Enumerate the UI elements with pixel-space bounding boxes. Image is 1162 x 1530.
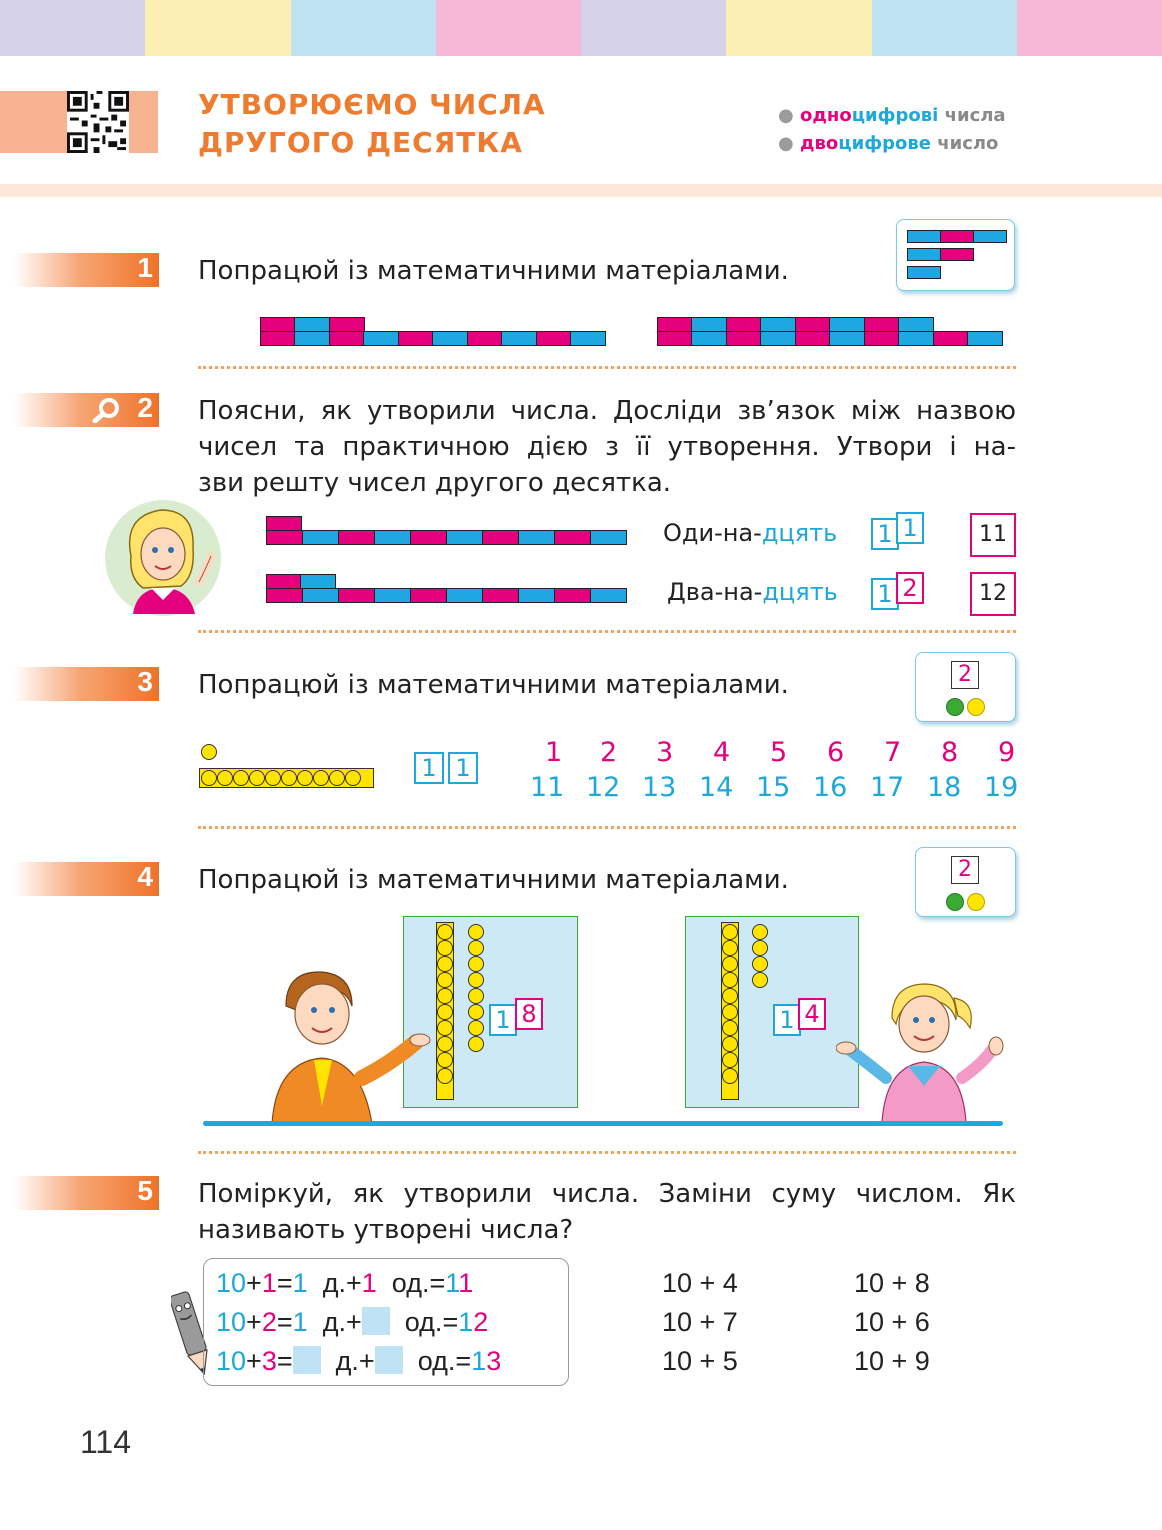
answer-box-12: 12 bbox=[970, 572, 1016, 616]
divider-3 bbox=[198, 826, 1016, 829]
qr-code[interactable] bbox=[67, 91, 129, 153]
divider-4 bbox=[198, 1151, 1016, 1154]
digit-card-tens: 1 bbox=[871, 578, 899, 610]
digit-cards-11: 1 1 bbox=[414, 752, 478, 784]
card-rod-row-1 bbox=[907, 230, 1007, 243]
bead-ten-stick bbox=[199, 768, 374, 788]
equation-2: 10+2=1 д.+ од.=12 bbox=[216, 1307, 489, 1337]
yellow-dot bbox=[967, 698, 983, 714]
rod-ten-left bbox=[261, 331, 606, 346]
word-eleven: Оди-на-дцять bbox=[663, 519, 838, 547]
divider-1 bbox=[198, 366, 1016, 369]
rod-ten-right bbox=[658, 331, 1003, 346]
card-rod-row-2 bbox=[907, 248, 974, 261]
rod-set-right bbox=[658, 317, 1003, 346]
green-dot bbox=[946, 698, 962, 714]
keyword-2: ● двоцифрове число bbox=[778, 133, 999, 154]
keywords bbox=[778, 102, 1006, 158]
digit-card-ones: 2 bbox=[896, 572, 924, 604]
loose-beads-4 bbox=[752, 924, 768, 988]
task-1-text: Попрацюй із математичними матеріалами. bbox=[198, 256, 789, 286]
girl-illustration bbox=[103, 496, 228, 618]
task-2-text: Поясни, як утворили числа. Досліди зв’язок між назвою чисел та практичною дією з її утворення. Утвори і на- зви решту чисел другого десятка. bbox=[198, 396, 1016, 498]
task-3-number-bar: 3 bbox=[14, 667, 159, 701]
word-twelve: Два-на-дцять bbox=[667, 578, 838, 606]
answer-blank[interactable] bbox=[293, 1346, 321, 1374]
page-title bbox=[198, 86, 546, 162]
rod-set-12 bbox=[267, 574, 627, 603]
task-5-number-bar: 5 bbox=[14, 1176, 159, 1210]
task-3-text: Попрацюй із математичними матеріалами. bbox=[198, 670, 789, 700]
task-4-number-bar: 4 bbox=[14, 862, 159, 896]
board-eighteen: 1 8 bbox=[403, 916, 578, 1108]
girl-illustration bbox=[836, 978, 1008, 1124]
answer-box-11: 11 bbox=[970, 513, 1016, 557]
floor-line bbox=[203, 1121, 1003, 1126]
header-divider bbox=[0, 184, 1162, 197]
loose-beads-8 bbox=[468, 924, 484, 1052]
equation-1: 10+1=1 д.+1 од.=11 bbox=[216, 1268, 474, 1298]
rod-ten bbox=[267, 530, 627, 545]
task-5-text: Поміркуй, як утворили числа. Заміни суму числом. Як називають утворені числа? bbox=[198, 1179, 1016, 1245]
divider-2 bbox=[198, 630, 1016, 633]
pair-work-card: 2 bbox=[915, 847, 1016, 917]
rod-ten bbox=[267, 588, 627, 603]
single-bead bbox=[201, 744, 217, 760]
task-4-text: Попрацюй із математичними матеріалами. bbox=[198, 865, 789, 895]
rod-set-11 bbox=[267, 516, 627, 545]
green-dot bbox=[946, 893, 964, 911]
title-line-1: УТВОРЮЄМО ЧИСЛА bbox=[198, 88, 546, 121]
top-color-strip bbox=[0, 0, 1162, 56]
digit-card-ones: 1 bbox=[896, 512, 924, 544]
sum-column-1: 10 + 4 10 + 7 10 + 5 bbox=[662, 1268, 738, 1376]
answer-blank[interactable] bbox=[375, 1346, 403, 1374]
keyword-1: ● одноцифрові числа bbox=[778, 105, 1006, 126]
bead-ten-vertical bbox=[436, 922, 454, 1100]
sum-column-2: 10 + 8 10 + 6 10 + 9 bbox=[854, 1268, 930, 1376]
magnifier-icon bbox=[92, 397, 122, 427]
task-2-number-bar: 2 bbox=[14, 393, 159, 427]
rod-set-left bbox=[261, 317, 606, 346]
yellow-dot bbox=[967, 893, 985, 911]
board-fourteen: 1 4 bbox=[685, 916, 859, 1108]
answer-blank[interactable] bbox=[362, 1307, 390, 1335]
pair-work-card: 2 bbox=[915, 652, 1016, 722]
task-1-number-bar: 1 bbox=[14, 253, 159, 287]
digit-card-tens: 1 bbox=[871, 518, 899, 550]
page-number: 114 bbox=[80, 1424, 132, 1460]
bead-ten-vertical bbox=[721, 922, 739, 1100]
boy-illustration bbox=[266, 966, 432, 1126]
card-rod-row-3 bbox=[907, 266, 941, 279]
equation-3: 10+3= д.+ од.=13 bbox=[216, 1346, 502, 1376]
material-rods-card bbox=[896, 219, 1015, 291]
title-line-2: ДРУГОГО ДЕСЯТКА bbox=[198, 126, 523, 159]
